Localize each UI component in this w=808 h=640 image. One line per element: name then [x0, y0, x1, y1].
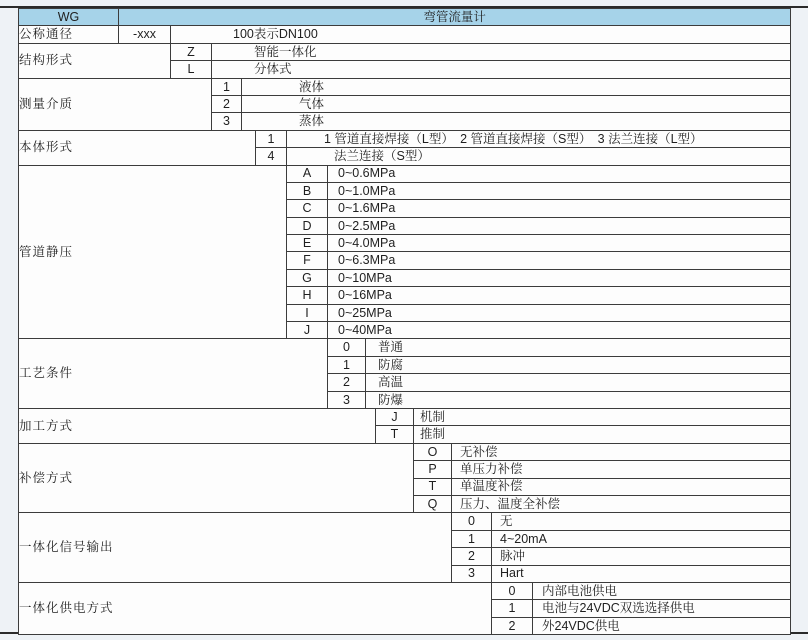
desc-cell: 0~40MPa [328, 322, 791, 339]
desc-cell: 0~0.6MPa [328, 165, 791, 182]
section-label-fabrication-method: 加工方式 [19, 408, 376, 443]
code-cell: T [376, 426, 414, 443]
desc-cell: 机制 [414, 408, 791, 425]
code-cell: A [287, 165, 328, 182]
code-cell: L [171, 61, 212, 78]
code-cell: 1 [212, 78, 242, 95]
code-cell: E [287, 235, 328, 252]
code-cell: F [287, 252, 328, 269]
code-cell: C [287, 200, 328, 217]
section-label-compensation-method: 补偿方式 [19, 443, 414, 513]
desc-cell: 无补偿 [452, 443, 791, 460]
desc-cell: 单压力补偿 [452, 461, 791, 478]
table-row [19, 26, 791, 43]
table-row [19, 408, 791, 425]
code-cell: Q [414, 495, 452, 512]
code-cell: J [376, 408, 414, 425]
code-cell: 1 [452, 530, 492, 547]
section-label-integrated-signal-output: 一体化信号输出 [19, 513, 452, 583]
code-cell: O [414, 443, 452, 460]
table-row [19, 443, 791, 460]
desc-cell: 电池与24VDC双选选择供电 [533, 600, 791, 617]
section-label-body-type: 本体形式 [19, 130, 256, 165]
code-cell: 1 [328, 356, 366, 373]
code-cell: 3 [328, 391, 366, 408]
desc-cell: 高温 [366, 374, 791, 391]
model-selection-table [18, 8, 791, 635]
desc-cell: 0~2.5MPa [328, 217, 791, 234]
code-cell: 3 [452, 565, 492, 582]
desc-cell: 内部电池供电 [533, 582, 791, 599]
table-title: 弯管流量计 [119, 9, 791, 26]
desc-cell: 0~6.3MPa [328, 252, 791, 269]
code-cell: 1 [492, 600, 533, 617]
section-label-nominal-diameter: 公称通径 [19, 26, 119, 43]
code-cell: 2 [328, 374, 366, 391]
desc-cell: Hart [492, 565, 791, 582]
code-cell: G [287, 269, 328, 286]
table-row [19, 165, 791, 182]
desc-cell: 0~16MPa [328, 287, 791, 304]
code-cell: 2 [452, 548, 492, 565]
desc-cell: 防腐 [366, 356, 791, 373]
desc-cell: 0~25MPa [328, 304, 791, 321]
code-cell: 1 [256, 130, 287, 147]
desc-cell: 外24VDC供电 [533, 617, 791, 634]
code-cell: 2 [212, 95, 242, 112]
table-row [19, 130, 791, 147]
desc-cell: 法兰连接（S型） [287, 148, 791, 165]
table-row [19, 43, 791, 60]
code-cell: 0 [328, 339, 366, 356]
desc-cell: 防爆 [366, 391, 791, 408]
code-cell: 2 [492, 617, 533, 634]
code-cell: Z [171, 43, 212, 60]
code-cell: 0 [492, 582, 533, 599]
desc-cell: 蒸体 [242, 113, 791, 130]
desc-cell: 液体 [242, 78, 791, 95]
desc-cell: 0~1.6MPa [328, 200, 791, 217]
code-cell: P [414, 461, 452, 478]
code-cell: H [287, 287, 328, 304]
section-label-integrated-power-supply: 一体化供电方式 [19, 582, 492, 634]
code-cell: J [287, 322, 328, 339]
desc-cell: 1 管道直接焊接（L型） 2 管道直接焊接（S型） 3 法兰连接（L型） [287, 130, 791, 147]
code-cell: I [287, 304, 328, 321]
code-cell: T [414, 478, 452, 495]
table-row [19, 513, 791, 530]
table-row [19, 78, 791, 95]
desc-cell: 普通 [366, 339, 791, 356]
section-label-pipe-static-pressure: 管道静压 [19, 165, 287, 339]
desc-cell: 压力、温度全补偿 [452, 495, 791, 512]
desc-cell: 100表示DN100 [171, 26, 791, 43]
desc-cell: 0~1.0MPa [328, 182, 791, 199]
table-header-row [19, 9, 791, 26]
desc-cell: 智能一体化 [212, 43, 791, 60]
desc-cell: 0~10MPa [328, 269, 791, 286]
desc-cell: 分体式 [212, 61, 791, 78]
section-label-measured-medium: 测量介质 [19, 78, 212, 130]
code-cell: B [287, 182, 328, 199]
desc-cell: 推制 [414, 426, 791, 443]
code-cell: D [287, 217, 328, 234]
code-cell: 3 [212, 113, 242, 130]
code-cell: -xxx [119, 26, 171, 43]
desc-cell: 单温度补偿 [452, 478, 791, 495]
model-code-cell: WG [19, 9, 119, 26]
desc-cell: 无 [492, 513, 791, 530]
section-label-process-conditions: 工艺条件 [19, 339, 328, 409]
table-row [19, 339, 791, 356]
section-label-structure-type: 结构形式 [19, 43, 171, 78]
table-row [19, 582, 791, 599]
desc-cell: 脉冲 [492, 548, 791, 565]
code-cell: 4 [256, 148, 287, 165]
desc-cell: 4~20mA [492, 530, 791, 547]
desc-cell: 气体 [242, 95, 791, 112]
desc-cell: 0~4.0MPa [328, 235, 791, 252]
code-cell: 0 [452, 513, 492, 530]
